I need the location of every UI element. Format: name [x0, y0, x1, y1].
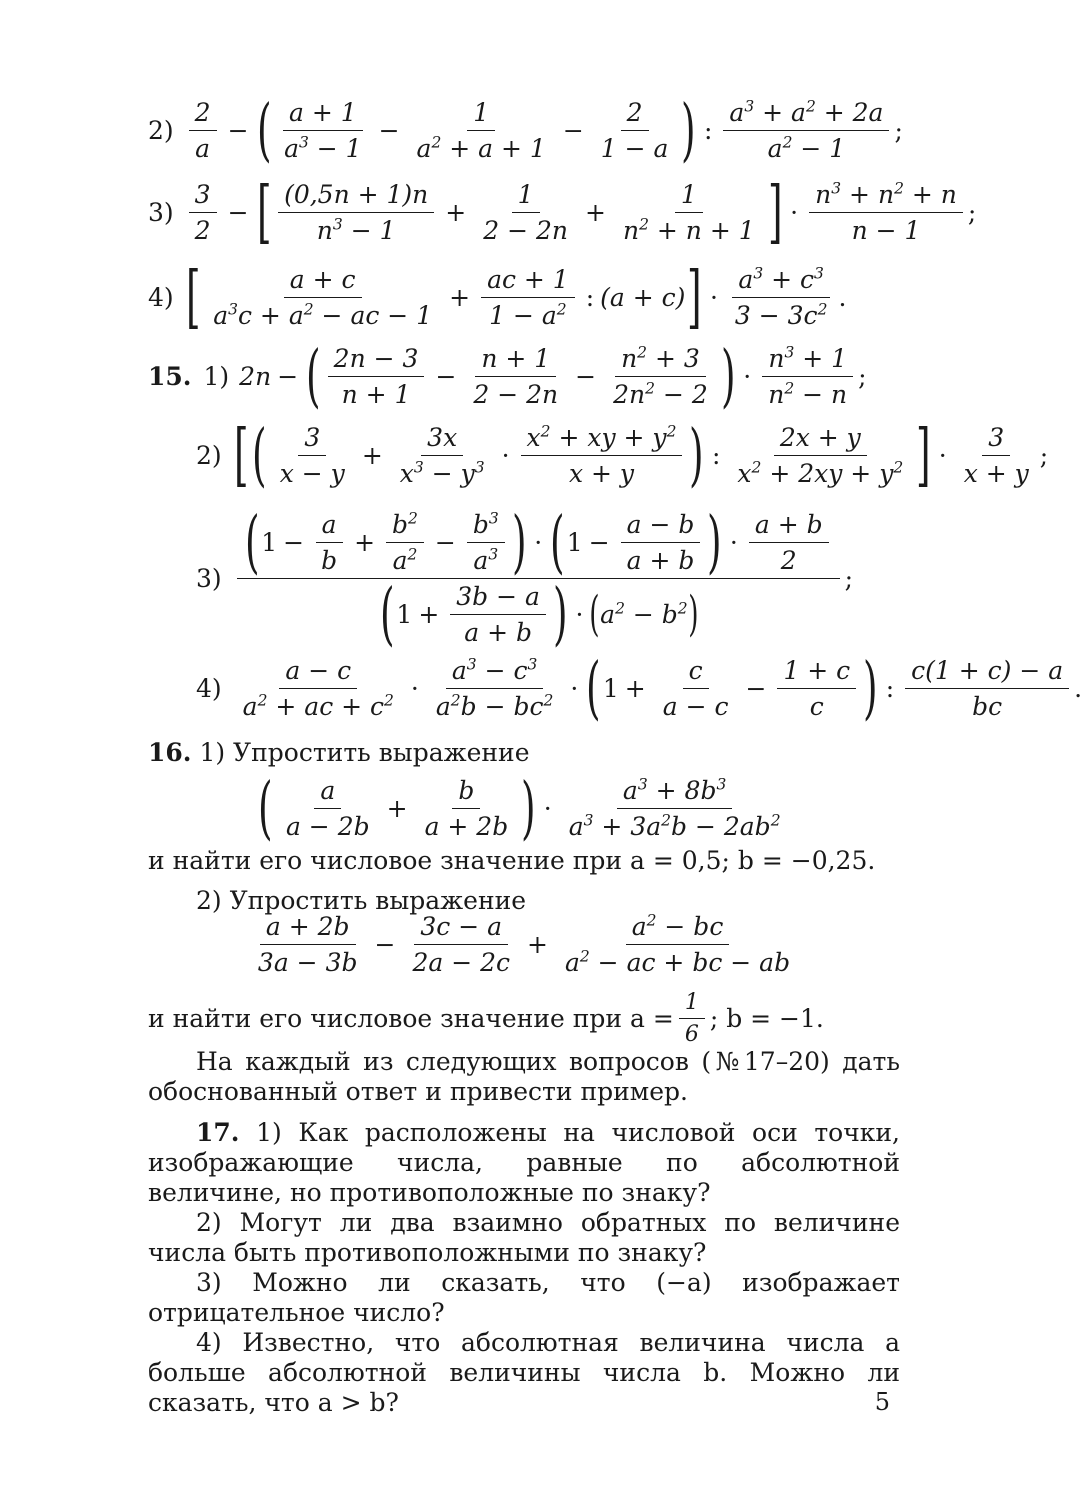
expression-16-1: ( $\frac{a}{a - 2b}$ + $\frac{b}{a + 2b}$ ) · $\frac{a^3 + 8b^3}{a^3 + 3a^2b - 2ab^2}$	[258, 768, 781, 848]
task-number: 16.	[148, 738, 192, 767]
item-label: 1)	[203, 362, 230, 391]
item-label: 2)	[196, 441, 222, 470]
item-label: 3)	[196, 564, 222, 593]
exercise-14-4: 4) [ $\frac{a + c}{a^3c + a^2 - ac - 1}$ + $\frac{ac + 1}{1 - a^2}$ : (a + c) ] · $\frac{a^3 + c^3}{3 - 3c^2}$ .	[148, 257, 847, 337]
item-label: 2)	[148, 116, 174, 145]
task-16-2-tail: и найти его числовое значение при a = $\frac{1}{6}$ ; b = −1.	[148, 990, 824, 1047]
task-17-q3: 3) Можно ли сказать, что (−a) изображает отрицательное число?	[148, 1268, 900, 1327]
exercise-15-4: 4) $\frac{a - c}{a^2 + ac + c^2}$ · $\frac{a^3 - c^3}{a^2b - bc^2}$ · ( 1 + $\frac{c}{a - c}$ − $\frac{1 + c}{c}$ ) : $\frac{c(1 + c) - a}{bc}$ .	[196, 648, 1082, 728]
item-label: 3)	[148, 198, 174, 227]
exercise-15-2: 2) [ ( $\frac{3}{x - y}$ + $\frac{3x}{x^3 - y^3}$ · $\frac{x^2 + xy + y^2}{x + y}$ ) : $\frac{2x + y}{x^2 + 2xy + y^2}$ ] · $\frac{3}{x + y}$ ;	[196, 415, 1049, 495]
expression-16-2: $\frac{a + 2b}{3a - 3b}$ − $\frac{3c - a}{2a - 2c}$ + $\frac{a^2 - bc}{a^2 - ac + bc - ab}$	[257, 911, 791, 977]
item-label: 4)	[148, 283, 174, 312]
exercise-number: 15.	[148, 362, 192, 391]
intro-17-20: На каждый из следующих вопросов (№17–20) дать обоснованный ответ и привести пример.	[148, 1047, 900, 1106]
exercise-14-2: 2) $\frac{2}{a}$ − ( $\frac{a + 1}{a^3 - 1}$ − $\frac{1}{a^2 + a + 1}$ − $\frac{2}{1 - a}$ ) : $\frac{a^3 + a^2 + 2a}{a^2 - 1}$ ;	[148, 90, 903, 170]
item-label: 4)	[196, 674, 222, 703]
task-17-q1: 17. 1) Как расположены на числовой оси точки, изображающие числа, равные по абсолютной величине, но противоположные по знаку?	[148, 1118, 901, 1207]
task-17-q2: 2) Могут ли два взаимно обратных по величине числа быть противоположными по знаку?	[148, 1208, 900, 1267]
task-16-1-intro: 16. 1) Упростить выражение	[148, 738, 530, 767]
task-16-1-tail: и найти его числовое значение при a = 0,5; b = −0,25.	[148, 846, 876, 875]
task-17-q4: 4) Известно, что абсолютная величина числа a больше абсолютной величины числа b. Можно ли сказать, что a > b?	[148, 1328, 900, 1417]
exercise-14-3: 3) $\frac{3}{2}$ − [ $\frac{(0,5n + 1)n}{n^3 - 1}$ + $\frac{1}{2 - 2n}$ + $\frac{1}{n^2 + n + 1}$ ] · $\frac{n^3 + n^2 + n}{n - 1}$ ;	[148, 172, 977, 252]
task-number: 17.	[196, 1118, 240, 1147]
exercise-15-3: 3) ( 1 − $\frac{a}{b}$ + $\frac{b^2}{a^2}$ − $\frac{b^3}{a^3}$ ) · ( 1 − $\frac{a - b}{a + b}$ ) · $\frac{a + b}{2}$ ( 1 + $\frac{3b - a}{a + b}$ ) · ( $a^2 - b^2$ ) ;	[196, 502, 854, 654]
exercise-15-1: 15. 1) 2n − ( $\frac{2n - 3}{n + 1}$ − $\frac{n + 1}{2 - 2n}$ − $\frac{n^2 + 3}{2n^2 - 2}$ ) · $\frac{n^3 + 1}{n^2 - n}$ ;	[148, 336, 867, 416]
task-16-2-intro: 2) Упростить выражение	[196, 886, 527, 915]
page-number: 5	[874, 1388, 890, 1416]
